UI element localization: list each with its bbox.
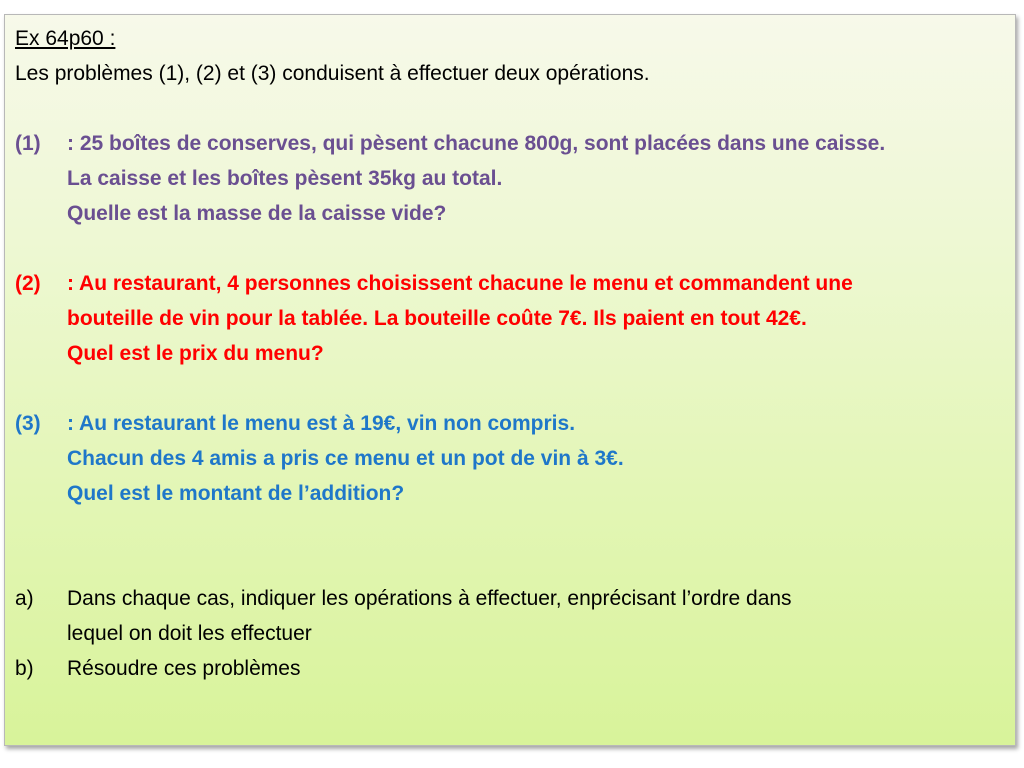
problem-3: [15, 406, 1011, 511]
task-a-line-1: Dans chaque cas, indiquer les opérations à effectuer, enprécisant l’ordre dans: [67, 587, 792, 610]
task-a-line-2: lequel on doit les effectuer: [67, 622, 312, 645]
intro-text: Les problèmes (1), (2) et (3) conduisent à effectuer deux opérations.: [15, 62, 650, 85]
problem-3-number: (3): [15, 412, 41, 435]
spacer: [15, 371, 1011, 406]
task-b: [15, 651, 1011, 686]
problem-1-line-2: La caisse et les boîtes pèsent 35kg au total.: [67, 167, 503, 190]
exercise-heading: Ex 64p60 :: [15, 27, 116, 50]
problem-2-line-2: bouteille de vin pour la tablée. La bouteille coûte 7€. Ils paient en tout 42€.: [67, 307, 807, 330]
spacer: [15, 231, 1011, 266]
problem-2: [15, 266, 1011, 371]
problem-2-line-1: : Au restaurant, 4 personnes choisissent chacune le menu et commandent une: [67, 272, 853, 295]
problem-1: [15, 126, 1011, 231]
problem-3-line-1: : Au restaurant le menu est à 19€, vin non compris.: [67, 412, 576, 435]
problem-2-line-3: Quel est le prix du menu?: [67, 342, 324, 365]
task-b-label: b): [15, 657, 34, 680]
slide: [4, 14, 1016, 746]
problem-1-number: (1): [15, 132, 41, 155]
problem-3-line-3: Quel est le montant de l’addition?: [67, 482, 405, 505]
problem-2-number: (2): [15, 272, 41, 295]
spacer: [15, 91, 1011, 126]
spacer: [15, 511, 1011, 546]
spacer: [15, 546, 1011, 581]
task-a: [15, 581, 1011, 651]
slide-content: [15, 21, 1011, 686]
problem-1-line-3: Quelle est la masse de la caisse vide?: [67, 202, 447, 225]
task-b-line-1: Résoudre ces problèmes: [67, 657, 301, 680]
problem-3-line-2: Chacun des 4 amis a pris ce menu et un pot de vin à 3€.: [67, 447, 624, 470]
problem-1-line-1: : 25 boîtes de conserves, qui pèsent chacune 800g, sont placées dans une caisse.: [67, 132, 886, 155]
task-a-label: a): [15, 587, 34, 610]
